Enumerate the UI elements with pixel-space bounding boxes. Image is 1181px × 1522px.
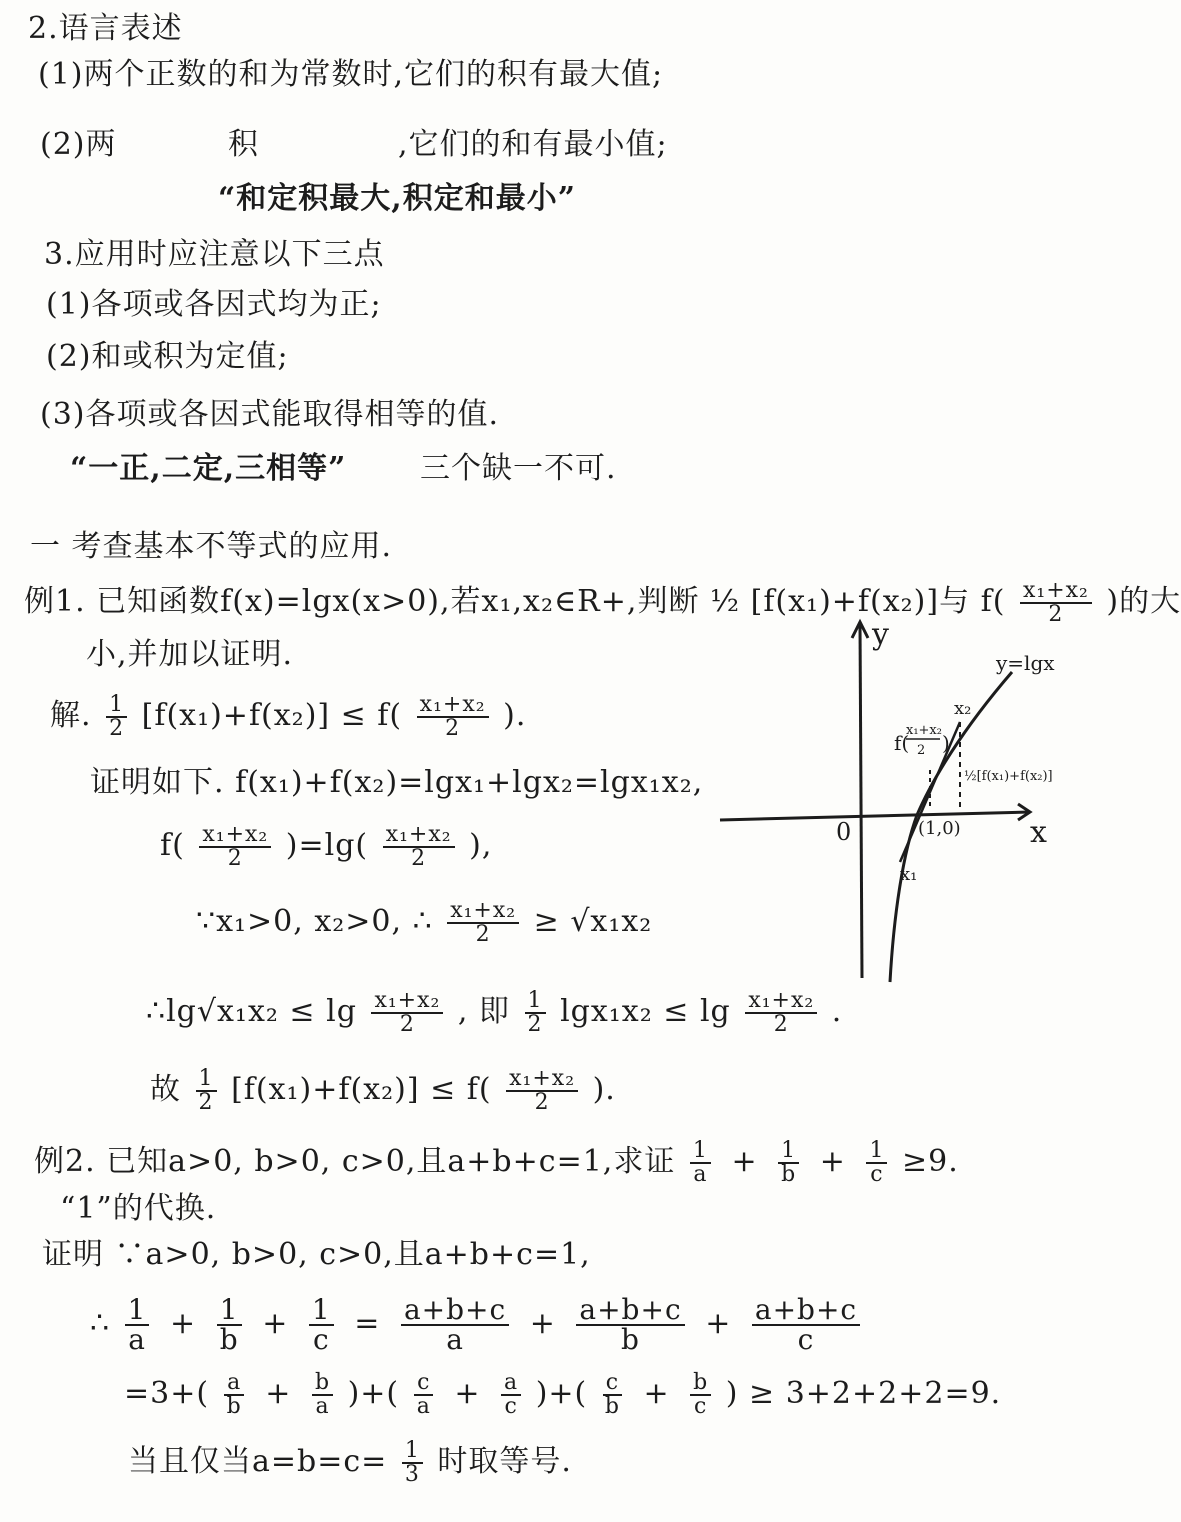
frac-1-over-a bbox=[125, 1293, 150, 1356]
proof-line4-c: lgx₁x₂ ≤ lg bbox=[560, 994, 731, 1029]
frac-a-over-c bbox=[501, 1372, 521, 1418]
example2-proof-line3 bbox=[124, 1372, 1001, 1418]
section3-motto: “一正,二定,三相等” bbox=[70, 451, 347, 486]
fraction-numerator: x₁+x₂ bbox=[383, 824, 455, 848]
fraction-denominator: 2 bbox=[475, 922, 491, 947]
fraction-denominator: b bbox=[781, 1162, 797, 1187]
proof-line2 bbox=[160, 824, 492, 870]
conclusion-c: ). bbox=[592, 1072, 616, 1107]
plus-sign: + bbox=[265, 1376, 292, 1411]
fraction-numerator: 1 bbox=[866, 1140, 887, 1164]
fraction-numerator: x₁+x₂ bbox=[447, 900, 519, 924]
x2-point-label: x₂ bbox=[954, 698, 972, 719]
plus-sign: + bbox=[643, 1376, 670, 1411]
section2-item2-mid: 积 bbox=[228, 127, 259, 162]
example2-question-a: 已知a>0, b>0, c>0,且a+b+c=1,求证 bbox=[106, 1144, 676, 1179]
mean-fraction bbox=[506, 1068, 578, 1114]
example1-question-text-c: )的大 bbox=[1106, 584, 1181, 619]
plus-sign: + bbox=[819, 1144, 846, 1179]
section3-item2: (2)和或积为定值; bbox=[46, 339, 289, 374]
fraction-denominator: 2 bbox=[527, 1012, 543, 1037]
plus-sign: + bbox=[170, 1306, 197, 1341]
frac-sum-over-a bbox=[401, 1293, 509, 1356]
section3-motto-tail: 三个缺一不可. bbox=[420, 451, 617, 486]
fraction-numerator: c bbox=[603, 1372, 622, 1396]
frac-1-over-b bbox=[778, 1140, 799, 1186]
mean-fraction bbox=[745, 990, 817, 1036]
fraction-numerator: b bbox=[312, 1372, 333, 1396]
fraction-denominator: 2 bbox=[109, 716, 125, 741]
proof-line3 bbox=[196, 900, 652, 946]
fraction-numerator: a bbox=[224, 1372, 244, 1396]
line3-b: )+( bbox=[347, 1376, 400, 1411]
fraction-numerator: 1 bbox=[402, 1440, 423, 1464]
fraction-numerator: 1 bbox=[125, 1296, 150, 1326]
fraction-denominator: 2 bbox=[227, 846, 243, 871]
fraction-denominator: 2 bbox=[198, 1090, 214, 1115]
fraction-numerator: a+b+c bbox=[401, 1296, 509, 1326]
example1-question-line2: 小,并加以证明. bbox=[86, 637, 294, 672]
proof-line1-text: f(x₁)+f(x₂)=lgx₁+lgx₂=lgx₁x₂, bbox=[235, 765, 704, 800]
plus-sign: + bbox=[454, 1376, 481, 1411]
proof-line2-a: f( bbox=[160, 828, 185, 863]
equals-sign: = bbox=[354, 1306, 381, 1341]
fraction-denominator: c bbox=[694, 1394, 708, 1419]
example2-proof-line1-text: ∵a>0, b>0, c>0,且a+b+c=1, bbox=[114, 1237, 591, 1272]
frac-c-over-a bbox=[414, 1372, 434, 1418]
fraction-numerator: a+b+c bbox=[752, 1296, 860, 1326]
x-axis-line bbox=[720, 812, 1030, 820]
example2-question bbox=[34, 1140, 959, 1186]
plus-sign: + bbox=[731, 1144, 758, 1179]
x-axis-label: x bbox=[1030, 815, 1047, 850]
section2-item1: (1)两个正数的和为常数时,它们的积有最大值; bbox=[38, 57, 664, 92]
fraction-denominator: c bbox=[870, 1162, 884, 1187]
fraction-denominator: c bbox=[504, 1394, 518, 1419]
example2-proof-label: 证明 bbox=[42, 1237, 104, 1272]
line3-d: ) ≥ 3+2+2+2=9. bbox=[725, 1376, 1002, 1411]
therefore-sign: ∴ bbox=[90, 1306, 111, 1341]
frac-a-over-b bbox=[224, 1372, 245, 1418]
fraction-numerator: b bbox=[690, 1372, 711, 1396]
section3-item3: (3)各项或各因式能取得相等的值. bbox=[40, 397, 500, 432]
example2-proof-line1 bbox=[42, 1237, 591, 1272]
frac-c-over-b bbox=[602, 1372, 623, 1418]
y-axis-line bbox=[860, 624, 862, 978]
fraction-denominator: c bbox=[312, 1323, 330, 1356]
fraction-numerator: x₁+x₂ bbox=[417, 694, 489, 718]
example1-half: ½ bbox=[710, 584, 741, 619]
fraction-denominator: 2 bbox=[773, 1012, 789, 1037]
conclusion-b: [f(x₁)+f(x₂)] ≤ f( bbox=[231, 1072, 492, 1107]
fraction-numerator: a bbox=[501, 1372, 521, 1396]
f-mid-denominator: 2 bbox=[917, 743, 926, 758]
proof-line4-a: ∴lg√x₁x₂ ≤ lg bbox=[146, 994, 357, 1029]
example1-label: 例1. bbox=[24, 584, 86, 619]
fraction-denominator: 2 bbox=[445, 716, 461, 741]
fraction-denominator: 2 bbox=[399, 1012, 415, 1037]
fraction-denominator: a bbox=[416, 1394, 431, 1419]
half-fraction bbox=[106, 694, 127, 740]
fraction-numerator: 1 bbox=[778, 1140, 799, 1164]
section2-motto: “和定积最大,积定和最小” bbox=[218, 181, 576, 216]
fraction-denominator: b bbox=[604, 1394, 620, 1419]
fraction-denominator: 2 bbox=[411, 846, 427, 871]
answer-label: 解. bbox=[50, 698, 92, 733]
half-fraction bbox=[525, 990, 546, 1036]
frac-1-over-3 bbox=[402, 1440, 423, 1486]
fraction-denominator: a bbox=[315, 1394, 330, 1419]
fraction-numerator: x₁+x₂ bbox=[1020, 580, 1092, 604]
f-mid-open: f( bbox=[894, 731, 910, 755]
frac-b-over-a bbox=[312, 1372, 333, 1418]
fraction-numerator: c bbox=[414, 1372, 433, 1396]
example2-question-b: ≥9. bbox=[902, 1144, 959, 1179]
fraction-numerator: 1 bbox=[309, 1296, 334, 1326]
conclusion-a: 故 bbox=[150, 1072, 181, 1107]
log-function-graph bbox=[712, 610, 1055, 990]
fraction-numerator: a+b+c bbox=[576, 1296, 684, 1326]
frac-b-over-c bbox=[690, 1372, 711, 1418]
line3-c: )+( bbox=[535, 1376, 588, 1411]
fraction-denominator: a bbox=[128, 1323, 146, 1356]
fraction-numerator: 1 bbox=[217, 1296, 242, 1326]
proof-line4 bbox=[146, 990, 842, 1036]
fraction-denominator: b bbox=[219, 1323, 239, 1356]
x1-point-label: x₁ bbox=[900, 864, 918, 885]
fraction-denominator: c bbox=[797, 1323, 815, 1356]
curve-label: y=lgx bbox=[996, 651, 1055, 675]
section2-item2-end: ,它们的和有最小值; bbox=[398, 127, 668, 162]
section2-title: 2.语言表述 bbox=[28, 11, 183, 46]
f-mid-close: ) bbox=[942, 731, 950, 755]
average-value-label: ½[f(x₁)+f(x₂)] bbox=[964, 769, 1053, 784]
fraction-numerator: x₁+x₂ bbox=[745, 990, 817, 1014]
fraction-denominator: a bbox=[693, 1162, 708, 1187]
mean-fraction bbox=[371, 990, 443, 1036]
section3-title: 3.应用时应注意以下三点 bbox=[44, 237, 385, 272]
point-1-0-label: (1,0) bbox=[918, 818, 961, 839]
example1-question-text-b: [f(x₁)+f(x₂)]与 f( bbox=[750, 584, 1006, 619]
y-axis-label: y bbox=[872, 617, 889, 652]
frac-1-over-b bbox=[217, 1293, 242, 1356]
fraction-denominator: 3 bbox=[404, 1462, 420, 1487]
example1-answer bbox=[50, 694, 526, 740]
plus-sign: + bbox=[705, 1306, 732, 1341]
proof-conclusion bbox=[150, 1068, 616, 1114]
equality-a: 当且仅当a=b=c= bbox=[128, 1444, 388, 1479]
line3-a: =3+( bbox=[124, 1376, 210, 1411]
section2-item2-start: (2)两 bbox=[40, 127, 117, 162]
proof-line2-c: ), bbox=[469, 828, 493, 863]
answer-close: ). bbox=[503, 698, 527, 733]
origin-label: 0 bbox=[836, 818, 852, 846]
frac-1-over-c bbox=[866, 1140, 887, 1186]
mean-fraction bbox=[447, 900, 519, 946]
frac-sum-over-b bbox=[576, 1293, 684, 1356]
mean-fraction bbox=[383, 824, 455, 870]
mean-fraction bbox=[199, 824, 271, 870]
fraction-numerator: 1 bbox=[106, 694, 127, 718]
section3-item1: (1)各项或各因式均为正; bbox=[46, 287, 382, 322]
fraction-denominator: a bbox=[446, 1323, 464, 1356]
frac-1-over-c bbox=[309, 1293, 334, 1356]
fraction-denominator: b bbox=[226, 1394, 242, 1419]
fraction-numerator: x₁+x₂ bbox=[371, 990, 443, 1014]
fraction-numerator: x₁+x₂ bbox=[506, 1068, 578, 1092]
frac-sum-over-c bbox=[752, 1293, 860, 1356]
proof-line4-b: , 即 bbox=[457, 994, 510, 1029]
proof-line4-d: . bbox=[831, 994, 843, 1029]
frac-1-over-a bbox=[690, 1140, 711, 1186]
proof-label: 证明如下. bbox=[90, 765, 225, 800]
fraction-numerator: 1 bbox=[196, 1068, 217, 1092]
f-mid-numerator: x₁+x₂ bbox=[906, 723, 942, 738]
plus-sign: + bbox=[262, 1306, 289, 1341]
proof-line3-a: ∵x₁>0, x₂>0, ∴ bbox=[196, 904, 433, 939]
part1-title: 一 考查基本不等式的应用. bbox=[30, 529, 393, 564]
fraction-numerator: x₁+x₂ bbox=[199, 824, 271, 848]
proof-line1 bbox=[90, 765, 704, 800]
equality-b: 时取等号. bbox=[437, 1444, 572, 1479]
fraction-denominator: b bbox=[621, 1323, 640, 1356]
fraction-numerator: 1 bbox=[525, 990, 546, 1014]
fraction-denominator: 2 bbox=[534, 1090, 550, 1115]
proof-line2-b: )=lg( bbox=[285, 828, 369, 863]
half-fraction bbox=[196, 1068, 217, 1114]
mean-fraction bbox=[417, 694, 489, 740]
fraction-numerator: 1 bbox=[690, 1140, 711, 1164]
fraction-denominator: 2 bbox=[1048, 602, 1064, 627]
plus-sign: + bbox=[529, 1306, 556, 1341]
example2-label: 例2. bbox=[34, 1144, 96, 1179]
example2-proof-line2 bbox=[90, 1293, 864, 1356]
answer-lhs: [f(x₁)+f(x₂)] ≤ f( bbox=[141, 698, 403, 733]
proof-line3-b: ≥ √x₁x₂ bbox=[533, 904, 653, 939]
example2-equality-condition bbox=[128, 1440, 572, 1486]
example1-question-text-a: 已知函数f(x)=lgx(x>0),若x₁,x₂∈R+,判断 bbox=[96, 584, 700, 619]
example2-hint: “1”的代换. bbox=[60, 1191, 217, 1226]
